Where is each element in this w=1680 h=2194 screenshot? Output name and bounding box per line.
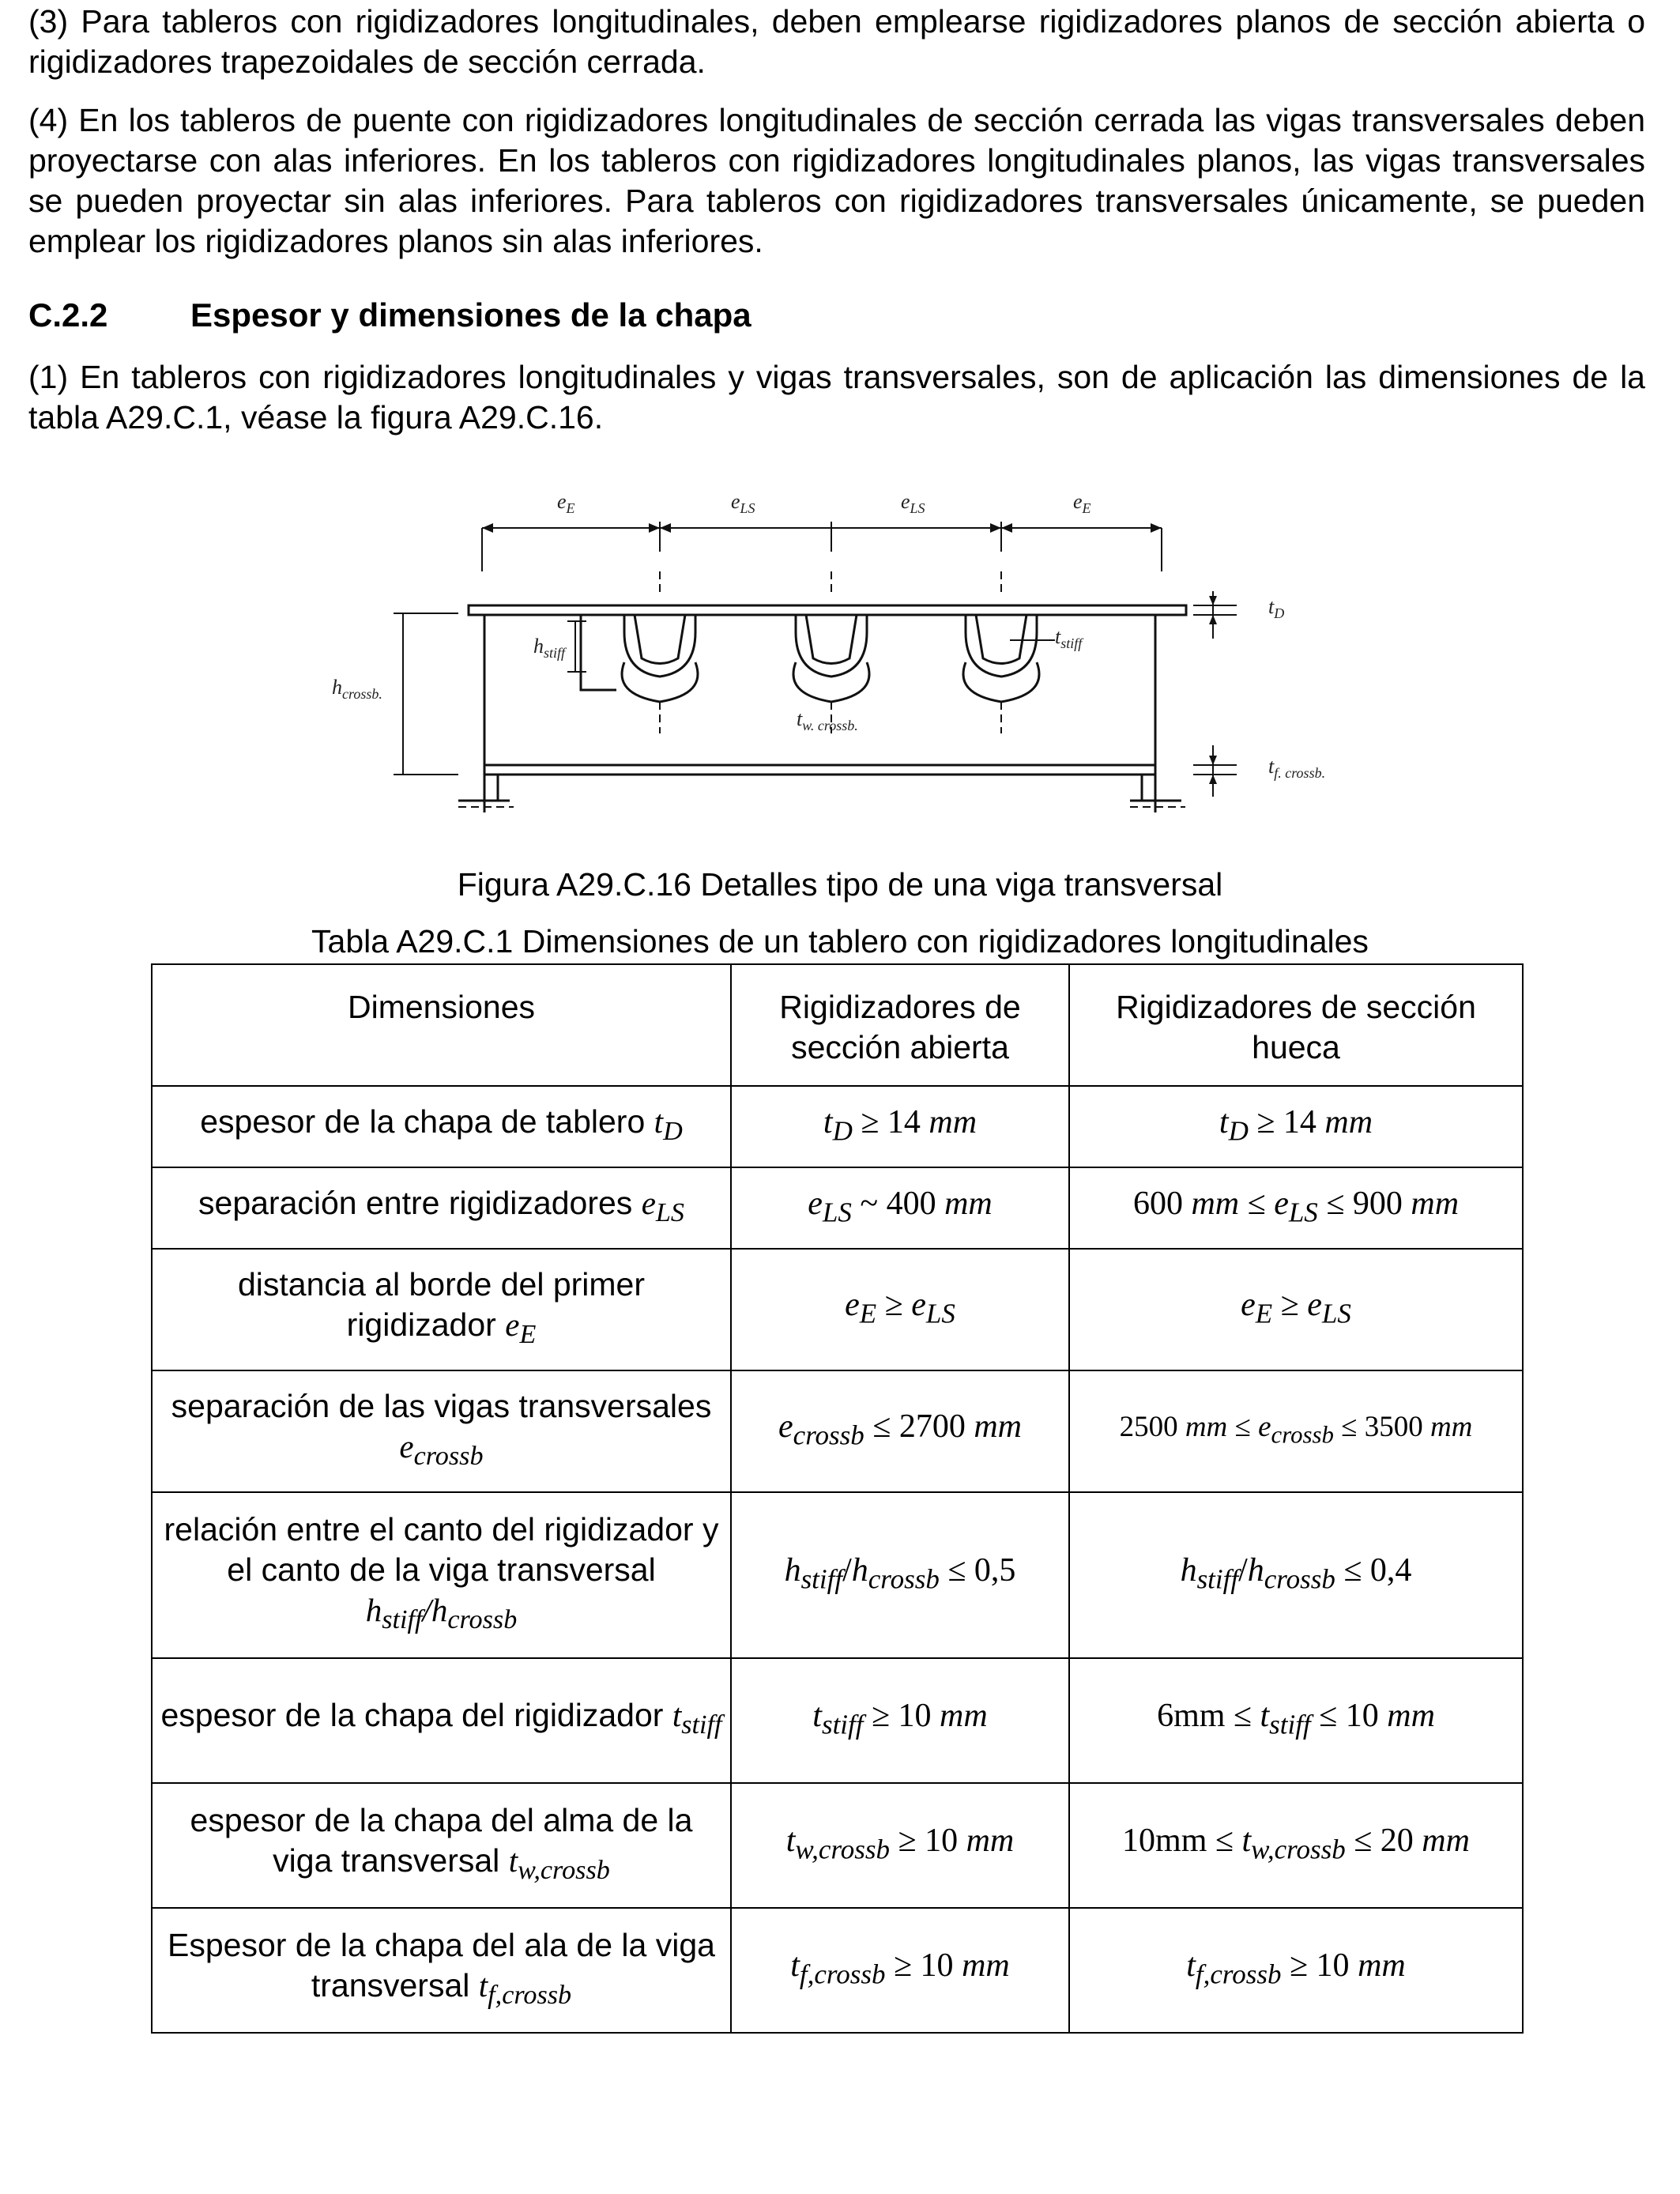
hollow-value: $t_D \ge 14$ mm xyxy=(1069,1086,1523,1167)
label-eE-2: $e_E$ xyxy=(1073,490,1091,516)
paragraph-4: (4) En los tableros de puente con rigidizadores longitudinales de sección cerrada las vigas transversales deben proyectarse con alas inferiores. En los tableros con rigidizadores longitudinales planos, las vigas transversales se pueden proyectar sin alas inferiores. Para tableros con rigidizadores transversales únicamente, se pueden emplear los rigidizadores planos sin alas inferiores. xyxy=(28,102,1645,259)
header-open-section: Rigidizadores de sección abierta xyxy=(731,964,1069,1086)
open-value: $t_{f,crossb} \ge 10$ mm xyxy=(731,1908,1069,2033)
open-value: $t_{w,crossb} \ge 10$ mm xyxy=(731,1783,1069,1908)
table-header-row xyxy=(152,964,1523,1086)
header-dimensions: Dimensiones xyxy=(152,964,731,1086)
table-row xyxy=(152,1370,1523,1492)
label-hcrossb: $h_{crossb.}$ xyxy=(332,676,382,702)
row-label: Espesor de la chapa del ala de la viga transversal $t_{f,crossb}$ xyxy=(152,1908,731,2033)
section-heading xyxy=(28,296,751,334)
open-value: $t_D \ge 14$ mm xyxy=(731,1086,1069,1167)
label-eLS-1: $e_{LS}$ xyxy=(731,490,755,516)
label-tstiff: $t_{stiff}$ xyxy=(1055,625,1083,651)
table-row xyxy=(152,1086,1523,1167)
row-label: espesor de la chapa de tablero $t_D$ xyxy=(152,1086,731,1167)
paragraph-1: (1) En tableros con rigidizadores longitudinales y vigas transversales, son de aplicación las dimensiones de la tabla A29.C.1, véase la figura A29.C.16. xyxy=(28,359,1645,435)
label-twcrossb: $t_{w. crossb.}$ xyxy=(797,707,858,733)
label-hstiff: $h_{stiff}$ xyxy=(533,635,566,661)
hollow-value: 600 mm ≤ $e_{LS} \le 900$ mm xyxy=(1069,1167,1523,1249)
table-row xyxy=(152,1908,1523,2033)
hollow-value: $6mm \le t_{stiff} \le 10$ mm xyxy=(1069,1658,1523,1783)
paragraph-3: (3) Para tableros con rigidizadores longitudinales, deben emplearse rigidizadores planos de sección abierta o rigidizadores trapezoidales de sección cerrada. xyxy=(28,3,1645,80)
label-tfcrossb: $t_{f. crossb.}$ xyxy=(1268,755,1326,781)
open-value: $h_{stiff}/h_{crossb} \le 0,5$ xyxy=(731,1492,1069,1658)
table-row xyxy=(152,1783,1523,1908)
row-label: separación de las vigas transversales $e_{crossb}$ xyxy=(152,1370,731,1492)
table-row xyxy=(152,1167,1523,1249)
section-title: Espesor y dimensiones de la chapa xyxy=(190,296,751,334)
label-eLS-2: $e_{LS}$ xyxy=(901,490,925,516)
hollow-value: 2500 mm ≤ $e_{crossb} \le 3500$ mm xyxy=(1069,1370,1523,1492)
header-hollow-section: Rigidizadores de sección hueca xyxy=(1069,964,1523,1086)
crossbeam-detail-figure xyxy=(300,465,1375,812)
hollow-value: $h_{stiff}/h_{crossb} \le 0,4$ xyxy=(1069,1492,1523,1658)
label-eE-1: $e_E$ xyxy=(557,490,575,516)
open-value: $e_{crossb} \le 2700$ mm xyxy=(731,1370,1069,1492)
figure-caption: Figura A29.C.16 Detalles tipo de una viga transversal xyxy=(457,866,1223,903)
section-number: C.2.2 xyxy=(28,296,108,334)
open-value: $t_{stiff} \ge 10$ mm xyxy=(731,1658,1069,1783)
dimensions-table xyxy=(151,963,1524,2034)
open-value: $e_E \ge e_{LS}$ xyxy=(731,1249,1069,1370)
hollow-value: $10mm \le t_{w,crossb} \le 20$ mm xyxy=(1069,1783,1523,1908)
label-tD: $t_D$ xyxy=(1268,595,1285,621)
row-label: espesor de la chapa del rigidizador $t_{stiff}$ xyxy=(152,1658,731,1783)
row-label: distancia al borde del primer rigidizador $e_E$ xyxy=(152,1249,731,1370)
table-row xyxy=(152,1249,1523,1370)
hollow-value: $e_E \ge e_{LS}$ xyxy=(1069,1249,1523,1370)
row-label: relación entre el canto del rigidizador y el canto de la viga transversal $h_{stiff}/h_{crossb}$ xyxy=(152,1492,731,1658)
table-row xyxy=(152,1492,1523,1658)
table-row xyxy=(152,1658,1523,1783)
row-label: separación entre rigidizadores $e_{LS}$ xyxy=(152,1167,731,1249)
row-label: espesor de la chapa del alma de la viga transversal $t_{w,crossb}$ xyxy=(152,1783,731,1908)
open-value: $e_{LS}$ ~ 400 mm xyxy=(731,1167,1069,1249)
hollow-value: $t_{f,crossb} \ge 10$ mm xyxy=(1069,1908,1523,2033)
table-caption: Tabla A29.C.1 Dimensiones de un tablero con rigidizadores longitudinales xyxy=(311,923,1369,959)
